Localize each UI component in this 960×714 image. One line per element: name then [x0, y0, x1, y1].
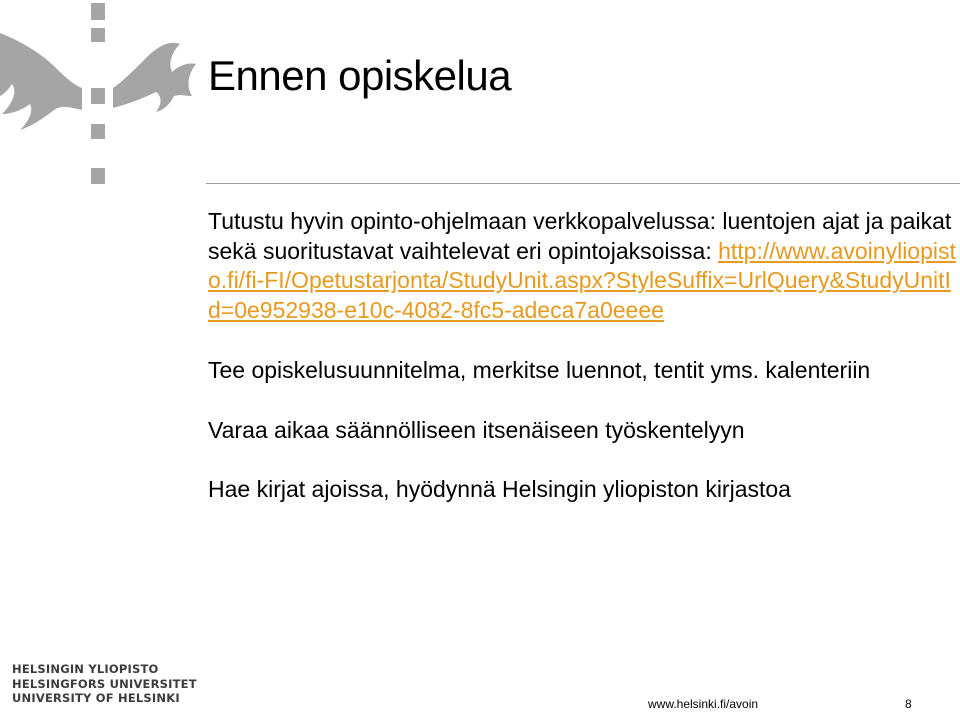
- paragraph-study-programme-text: Tutustu hyvin opinto-ohjelmaan verkkopalvelussa: luentojen ajat ja paikat sekä suoritustavat vaihtelevat eri opintojaksoissa:: [208, 208, 952, 264]
- title-divider: [206, 183, 960, 184]
- page-number: 8: [905, 697, 912, 711]
- paragraph-study-programme: [208, 207, 958, 325]
- university-name-wordmark: [12, 662, 197, 706]
- paragraph-library: Hae kirjat ajoissa, hyödynnä Helsingin yliopiston kirjastoa: [208, 476, 791, 502]
- university-name-en: UNIVERSITY OF HELSINKI: [12, 691, 180, 705]
- university-name-sv: HELSINGFORS UNIVERSITET: [12, 676, 197, 691]
- paragraph-study-plan: Tee opiskelusuunnitelma, merkitse luennot, tentit yms. kalenteriin: [208, 357, 871, 383]
- university-name-fi: HELSINGIN YLIOPISTO: [12, 662, 159, 676]
- slide-title: Ennen opiskelua: [208, 52, 512, 99]
- paragraph-reserve-time: Varaa aikaa säännölliseen itsenäiseen työskentelyyn: [208, 416, 745, 443]
- university-logo-icon: [0, 0, 200, 200]
- footer-url: www.helsinki.fi/avoin: [648, 697, 759, 711]
- study-unit-link[interactable]: http://www.avoinyliopisto.fi/fi-FI/Opetustarjonta/StudyUnit.aspx?StyleSuffix=UrlQuery&StudyUnitId=0e952938-e10c-4082-8fc5-adeca7a0eeee: [208, 237, 956, 323]
- slide-body: [208, 207, 958, 505]
